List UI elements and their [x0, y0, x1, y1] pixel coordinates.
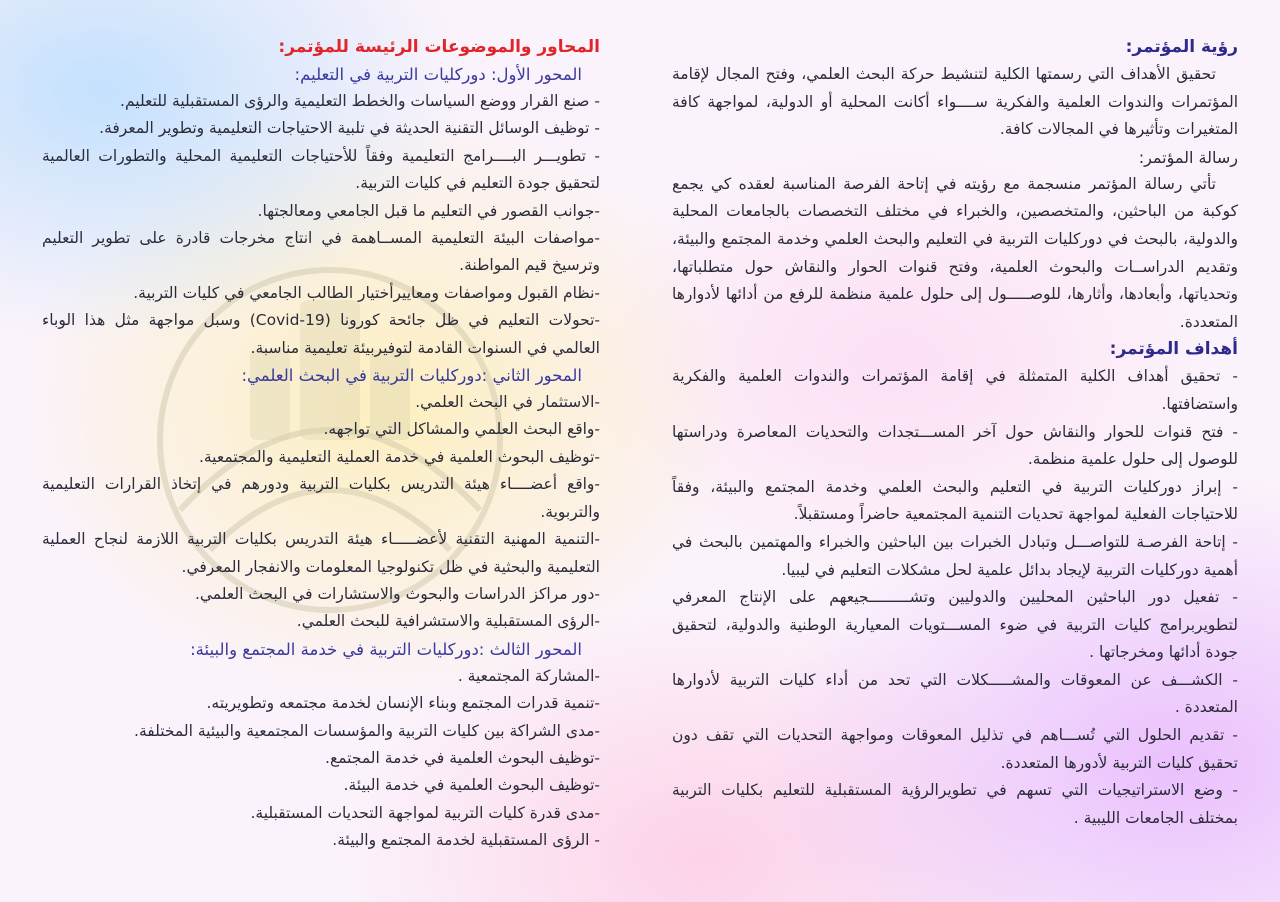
goal-item: - فتح قنوات للحوار والنقاش حول آخر المســـتجدات والتحديات المعاصرة ودراستها للوصول إلى حلول علمية منظمة.: [672, 422, 1238, 469]
axis-3-item: -المشاركة المجتمعية .: [457, 666, 600, 685]
axis-1-item: -نظام القبول ومواصفات ومعاييرأختيار الطالب الجامعي في كليات التربية.: [133, 283, 600, 302]
goal-item: - إبراز دوركليات التربية في التعليم والبحث العلمي وخدمة المجتمع والبيئة، وفقاً للاحتياجات الفعلية لمواجهة تحديات التنمية المجتمعية حاضراً ومستقبلاً.: [672, 477, 1238, 524]
axis-1-item: -جوانب القصور في التعليم ما قبل الجامعي ومعالجتها.: [257, 201, 600, 220]
axis-2-title: المحور الثاني :دوركليات التربية في البحث العلمي:: [241, 366, 582, 386]
goal-item: - تقديم الحلول التي تُســـاهم في تذليل المعوقات ومواجهة التحديات التي تقف دون تحقيق كليات التربية لأدورها المتعددة.: [672, 726, 1238, 772]
axis-3-item: -توظيف البحوث العلمية في خدمة المجتمع.: [325, 748, 600, 767]
axis-3-item: - الرؤى المستقبلية لخدمة المجتمع والبيئة.: [332, 831, 600, 850]
goal-item: - وضع الاستراتيجيات التي تسهم في تطويرالرؤية المستقبلية للتعليم بكليات التربية بمختلف الجامعات الليبية .: [672, 781, 1238, 827]
vision-heading: رؤية المؤتمر:: [1125, 37, 1238, 57]
axis-1-item: -تحولات التعليم في ظل جائحة كورونا (Covid-19) وسبل مواجهة مثل هذا الوباء العالمي في السنوات القادمة لتوفيربيئة تعليمية مناسبة.: [42, 311, 600, 357]
axis-3-title: المحور الثالث :دوركليات التربية في خدمة المجتمع والبيئة:: [190, 639, 582, 659]
goal-item: - الكشـــف عن المعوقات والمشـــــكلات التي تحد من أداء كليات التربية لأدوارها المتعددة .: [672, 670, 1238, 717]
axes-main-heading: المحاور والموضوعات الرئيسة للمؤتمر:: [278, 37, 600, 57]
axis-1-title: المحور الأول: دوركليات التربية في التعليم:: [294, 65, 582, 84]
axis-2-item: -واقع أعضــــاء هيئة التدريس بكليات التربية ودورهم في إتخاذ القرارات التعليمية والتربوية.: [42, 475, 600, 521]
axis-2-item: -دور مراكز الدراسات والبحوث والاستشارات في البحث العلمي.: [194, 584, 600, 603]
goal-item: - تفعيل دور الباحثين المحليين والدوليين وتشـــــــــجيعهم على الإنتاج المعرفي لتطويربرامج كليات التربية في ضوء المســـتويات المعيارية الوطنية والدولية، لتحقيق جودة أدائها ومخرجاتها .: [672, 588, 1238, 662]
goal-item: - تحقيق أهداف الكلية المتمثلة في إقامة المؤتمرات والندوات العلمية والفكرية واستضافتها.: [672, 367, 1238, 413]
message-text: تأتي رسالة المؤتمر منسجمة مع رؤيته في إتاحة الفرصة المناسبة لعقده كي يجمع كوكبة من الباحثين، والمتخصصين، والخبراء في مختلف التخصصات بالجامعات المحلية والدولية، بالبحث في دوركليات التربية في التعليم والبحث العلمي وخدمة المجتمع والبيئة، وتقديم الدراســات والبحوث العلمية، وفتح قنوات الحوار والنقاش حول متطلباتها، وتحدياتها، وأبعادها، وأثارها، للوصـــــول إلى حلول علمية منظمة للرفع من أدائها لأدوارها المتعددة.: [672, 174, 1238, 331]
message-heading: رسالة المؤتمر:: [1138, 147, 1238, 167]
axis-2-item: -التنمية المهنية التقنية لأعضـــــاء هيئة التدريس بكليات التربية اللازمة لنجاح العملية التعليمية والبحثية في ظل تكنولوجيا المعلومات والانفجار المعرفي.: [42, 530, 600, 576]
axis-2-item: -واقع البحث العلمي والمشاكل التي تواجهه.: [323, 420, 600, 439]
vision-text: تحقيق الأهداف التي رسمتها الكلية لتنشيط حركة البحث العلمي، وفتح المجال لإقامة المؤتمرات والندوات العلمية والفكرية ســــواء أكانت المحلية أو الدولية، لمواجهة كافة المتغيرات وتأثيرها في المجالات كافة.: [672, 65, 1238, 139]
axis-2-item: -الاستثمار في البحث العلمي.: [415, 393, 600, 412]
axis-3-item: -مدى الشراكة بين كليات التربية والمؤسسات المجتمعية والبيئية المختلفة.: [134, 721, 600, 740]
axis-2-item: -توظيف البحوث العلمية في خدمة العملية التعليمية والمجتمعية.: [198, 447, 600, 466]
axis-1-item: - تطويـــر البــــرامج التعليمية وفقاً للأحتياجات التعليمية المحلية والتطورات العالمية لتحقيق جودة التعليم في كليات التربية.: [42, 146, 600, 193]
axis-3-item: -تنمية قدرات المجتمع وبناء الإنسان لخدمة مجتمعه وتطويريته.: [206, 694, 600, 713]
right-column: [672, 34, 1238, 832]
axis-1-item: -مواصفات البيئة التعليمية المســاهمة في انتاج مخرجات قادرة على تطوير التعليم وترسيخ قيم المواطنة.: [42, 229, 600, 275]
axis-1-item: - توظيف الوسائل التقنية الحديثة في تلبية الاحتياجات التعليمية وتطوير المعرفة.: [99, 119, 600, 138]
left-column: [42, 34, 600, 855]
goals-heading: أهداف المؤتمر:: [1109, 339, 1238, 360]
goal-item: - إتاحة الفرصـة للتواصـــل وتبادل الخبرات بين الباحثين والخبراء والمهتمين بالبحث في أهمية دوركليات التربية لإيجاد بدائل علمية لحل مشكلات التعليم في ليبيا.: [672, 532, 1238, 579]
axis-3-item: -توظيف البحوث العلمية في خدمة البيئة.: [343, 776, 600, 795]
axis-1-item: - صنع القرار ووضع السياسات والخطط التعليمية والرؤى المستقبلية للتعليم.: [120, 92, 600, 110]
axis-3-item: -مدى قدرة كليات التربية لمواجهة التحديات المستقبلية.: [250, 803, 600, 822]
axis-2-item: -الرؤى المستقبلية والاستشرافية للبحث العلمي.: [296, 612, 600, 631]
